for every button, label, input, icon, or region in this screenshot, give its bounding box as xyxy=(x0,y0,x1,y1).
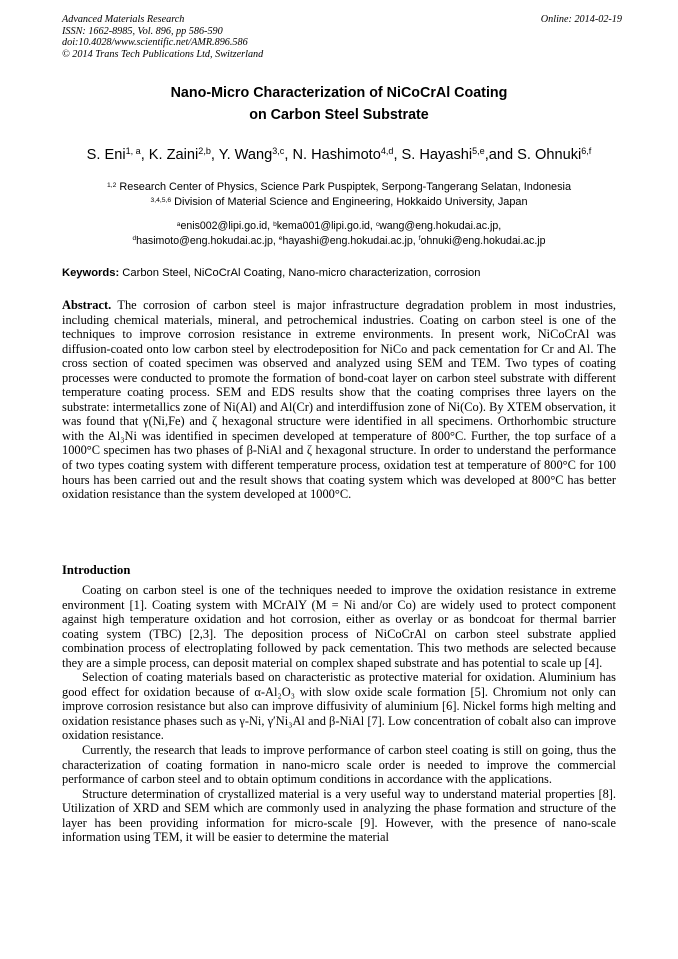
abstract-text: The corrosion of carbon steel is major infrastructure degradation problem in most industries, including chemical materials, mineral, and petrochemical industries. Coating on carbon steel is one of the techniques to improve corrosion resistance in extreme environments. In present work, NiCoCrAl was diffusion-coated onto low carbon steel by electrodeposition for NiCo and pack cementation for Cr and Al. The cross section of coated specimen was observed and analyzed using SEM and TEM. Two types of coating processes were conducted to promote the formation of bond-coat layer on carbon steel substrate with different temperature coating process. SEM and EDS results show that the coating comprises three layers on the substrate: intermetallics zone of Ni(Al) and Al(Cr) and interdiffusion zone of Ni(Co). By XTEM observation, it was found that γ(Ni,Fe) and ζ hexagonal structure were identified in all specimens. Orthorhombic structure with the Al₃Ni was identified in specimen developed at temperature of 800°C. Further, the top surface of a 1000°C specimen has two phases of β-NiAl and ζ hexagonal structure. In order to understand the performance of two types coating system with different temperature process, oxidation test at temperature of 800°C for 100 hours has been carried out and the result shows that coating system which was developed at 800°C has better oxidation resistance than the system developed at 1000°C. xyxy=(62,298,616,502)
email[interactable]: hasimoto@eng.hokudai.ac.jp, xyxy=(136,234,279,247)
keywords-text: Carbon Steel, NiCoCrAl Coating, Nano-micro characterization, corrosion xyxy=(119,267,481,279)
doi-line: doi:10.4028/www.scientific.net/AMR.896.586 xyxy=(62,37,248,49)
title-line-2: on Carbon Steel Substrate xyxy=(249,107,429,123)
email[interactable]: wang@eng.hokudai.ac.jp, xyxy=(379,220,502,232)
paragraph: Selection of coating materials based on characteristic as protective material for oxidation. Aluminium has good effect for oxidation because of α-Al₂O₃ with slow oxide scale formation [5]. Chromium not only can improve corrosion resistance but also can improve diffusivity of aluminium [6]. Nickel forms high melting and oxidation resistance phases such as γ-Ni, γ′Ni₃Al and β-NiAl [7]. Low concentration of cobalt also can improve oxidation resistance. xyxy=(62,670,616,743)
title-line-1: Nano-Micro Characterization of NiCoCrAl Coating xyxy=(170,85,508,101)
keywords xyxy=(62,266,616,281)
email-line: $^d$hasimoto@eng.hokudai.ac.jp, $^e$hayashi@eng.hokudai.ac.jp, $^f$ohnuki@eng.hokudai.ac.jp xyxy=(132,234,546,247)
section-heading: Introduction xyxy=(62,563,131,577)
author-emails xyxy=(62,219,616,248)
author: S. Eni$^{1, a}$, xyxy=(86,146,149,163)
issn-line: ISSN: 1662-8985, Vol. 896, pp 586-590 xyxy=(62,25,223,37)
author: S. Ohnuki$^{6,f}$ xyxy=(517,146,592,163)
email[interactable]: enis002@lipi.go.id, xyxy=(180,220,274,232)
abstract-label: Abstract. xyxy=(62,298,112,312)
paragraph: Coating on carbon steel is one of the techniques needed to improve the oxidation resistance in extreme environment [1]. Coating system with MCrAlY (M = Ni and/or Co) are widely used to protect component against high temperature oxidation and hot corrosion, either as overlay or as bondcoat for thermal barrier coating system (TBC) [2,3]. The deposition process of NiCoCrAl on carbon steel substrate applied combination process of electroplating followed by pack cementation. This two methods are selected because they are a simple process, can deposit material on complex shaped substrate and has potential to scale up [4]. xyxy=(62,583,616,670)
copyright-line: © 2014 Trans Tech Publications Ltd, Switzerland xyxy=(62,48,264,60)
author: K. Zaini$^{2,b}$, xyxy=(148,146,219,163)
affiliation: $^{3,4,5,6}$ Division of Material Science and Engineering, Hokkaido University, Japan xyxy=(150,196,528,208)
email[interactable]: kema001@lipi.go.id, xyxy=(276,220,376,232)
paragraph: Structure determination of crystallized material is a very useful way to understand material properties [8]. Utilization of XRD and SEM which are commonly used in analyzing the phase formation and structure of the layer has been providing information for micro-scale [9]. However, with the presence of nano-scale information using TEM, it will be easier to determine the material xyxy=(62,786,616,845)
email[interactable]: hayashi@eng.hokudai.ac.jp, xyxy=(282,234,419,247)
journal-name: Advanced Materials Research xyxy=(62,14,185,25)
author-list xyxy=(62,146,616,164)
author: S. Hayashi$^{5,e}$,and xyxy=(401,146,518,163)
affiliations xyxy=(62,180,616,210)
online-date: Online: 2014-02-19 xyxy=(540,14,622,25)
paper-title xyxy=(62,82,616,126)
abstract xyxy=(62,298,616,502)
email[interactable]: ohnuki@eng.hokudai.ac.jp xyxy=(420,234,546,247)
journal-header xyxy=(62,14,622,60)
affiliation: $^{1,2}$ Research Center of Physics, Science Park Puspiptek, Serpong-Tangerang Selatan, Indonesia xyxy=(106,181,572,193)
keywords-label: Keywords: xyxy=(62,267,120,279)
email-line: $^a$enis002@lipi.go.id, $^b$kema001@lipi.go.id, $^c$wang@eng.hokudai.ac.jp, xyxy=(176,220,502,232)
author: N. Hashimoto$^{4,d}$, xyxy=(292,146,402,163)
author: Y. Wang$^{3,c}$, xyxy=(218,146,293,163)
paragraph: Currently, the research that leads to improve performance of carbon steel coating is still on going, thus the characterization of coating formation in nano-micro scale order is needed to improve the commercial performance of carbon steel and to obtain optimum conditions in accordance with the applications. xyxy=(62,743,616,787)
introduction-body xyxy=(62,583,616,845)
